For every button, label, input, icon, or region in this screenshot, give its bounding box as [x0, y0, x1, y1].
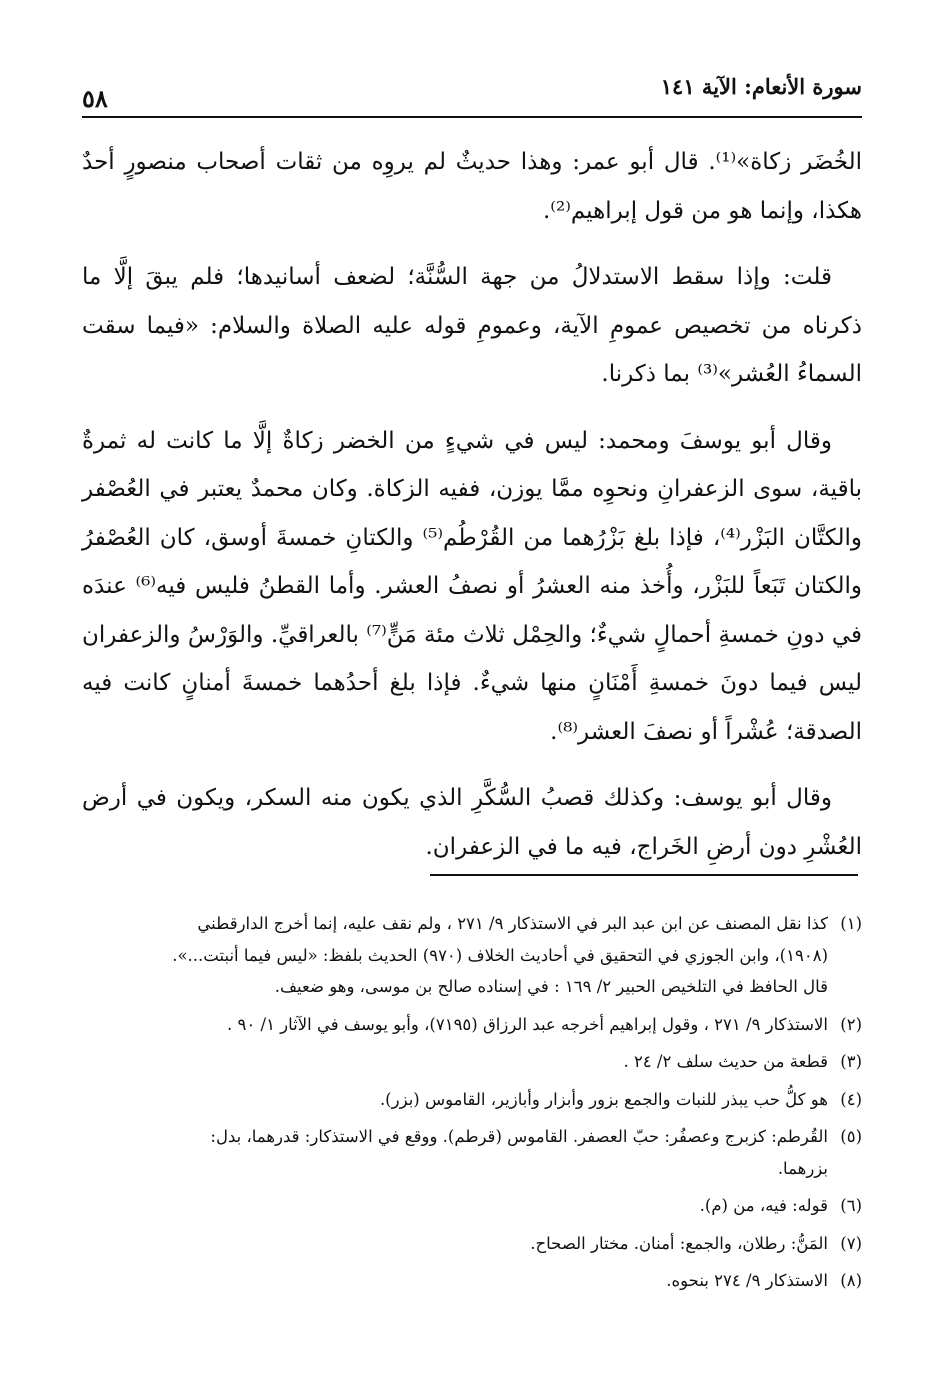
footnote-number: (٥)	[840, 1127, 862, 1146]
main-text	[82, 138, 862, 889]
footnote-text: (١٩٠٨)، وابن الجوزي في التحقيق في أحاديث الخلاف (٩٧٠) الحديث بلفظ: «ليس فيما أنبتت...».	[172, 945, 828, 965]
footnote-number: (٧)	[840, 1233, 862, 1253]
footnote-text: بزرهما.	[777, 1158, 828, 1178]
footnote-text: كذا نقل المصنف عن ابن عبد البر في الاستذكار ٩/ ٢٧١ ، ولم نقف عليه، إنما أخرج الدارقطني	[197, 914, 828, 933]
footnotes	[82, 908, 862, 1303]
footnote-text: هو كلُّ حب يبذر للنبات والجمع بزور وأبزار وأبازير، القاموس (بزر).	[379, 1089, 828, 1109]
footnote-text: قال الحافظ في التلخيص الحبير ٢/ ١٦٩ : في إسناده صالح بن موسى، وهو ضعيف.	[274, 977, 828, 996]
footnote-number: (١)	[840, 914, 862, 933]
paragraph: قلت: وإذا سقط الاستدلالُ من جهة السُّنَّة؛ لضعف أسانيدها؛ فلم يبقَ إلَّا ما ذكرناه من تخصيص عمومِ الآية، وعمومِ قوله عليه الصلاة والسلام: «فيما سقت السماءُ العُشر»⁽³⁾ بما ذكرنا.	[82, 264, 863, 387]
footnote-number: (٣)	[840, 1052, 862, 1071]
footnote-number: (٦)	[840, 1196, 862, 1215]
footnote-divider	[430, 874, 858, 876]
running-title: سورة الأنعام: الآية ١٤١	[660, 74, 862, 99]
footnote	[82, 1046, 862, 1078]
footnote	[82, 1084, 862, 1116]
footnote-number: (٢)	[840, 1014, 862, 1034]
footnote	[82, 1190, 862, 1222]
paragraph: وقال أبو يوسف: وكذلك قصبُ السُّكَّرِ الذي يكون منه السكر، ويكون في أرض العُشْرِ دون أرضِ الخَراج، فيه ما في الزعفران.	[82, 785, 862, 860]
footnote-text: الاستذكار ٩/ ٢٧٤ بنحوه.	[666, 1271, 828, 1290]
footnote-text: الاستذكار ٩/ ٢٧١ ، وقول إبراهيم أخرجه عبد الرزاق (٧١٩٥)، وأبو يوسف في الآثار ١/ ٩٠ .	[227, 1014, 828, 1034]
footnote-text: قطعة من حديث سلف ٢/ ٢٤ .	[623, 1052, 828, 1071]
footnote-text: قوله: فيه، من (م).	[699, 1196, 828, 1215]
footnote-text: القُرطم: كزبرج وعصفُر: حبّ العصفر. القاموس (قرطم). ووقع في الاستذكار: قدرهما، بدل:	[210, 1127, 828, 1146]
paragraph: الخُضَر زكاة»⁽¹⁾. قال أبو عمر: وهذا حديثٌ لم يروِه من ثقات أصحاب منصورٍ أحدٌ هكذا، وإنما هو من قول إبراهيم⁽²⁾.	[82, 149, 863, 224]
footnote-text: المَنُّ: رطلان، والجمع: أمنان. مختار الصحاح.	[530, 1233, 828, 1253]
paragraph: وقال أبو يوسفَ ومحمد: ليس في شيءٍ من الخضر زكاةٌ إلَّا ما كانت له ثمرةٌ باقية، سوى الزعفرانِ ونحوِه ممَّا يوزن، ففيه الزكاة. وكان محمدٌ يعتبر في العُصْفر والكتَّان البَزْر⁽⁴⁾، فإذا بلغ بَزْرُهما من القُرْطُم⁽⁵⁾ والكتانِ خمسةَ أوسق، كان العُصْفرُ والكتان تَبَعاً للبَزْر، وأُخذ منه العشرُ أو نصفُ العشر. وأما القطنُ فليس فيه⁽⁶⁾ عندَه في دونِ خمسةِ أحمالٍ شيءٌ؛ والحِمْل ثلاث مئة مَنٍّ⁽⁷⁾ بالعراقيِّ. والوَرْسُ والزعفران ليس فيما دونَ خمسةِ أَمْنَانٍ منها شيءٌ. فإذا بلغ أحدُهما خمسةَ أمنانٍ كانت فيه الصدقة؛ عُشْراً أو نصفَ العشر⁽⁸⁾.	[82, 427, 862, 745]
footnote-number: (٤)	[840, 1089, 862, 1109]
footnote	[82, 1121, 862, 1184]
footnote	[82, 1228, 862, 1260]
footnote-number: (٨)	[840, 1271, 862, 1290]
page-number: ٥٨	[82, 84, 108, 113]
footnote	[82, 1265, 862, 1297]
footnote	[82, 908, 862, 1003]
footnote	[82, 1009, 862, 1041]
page-header	[82, 70, 862, 118]
